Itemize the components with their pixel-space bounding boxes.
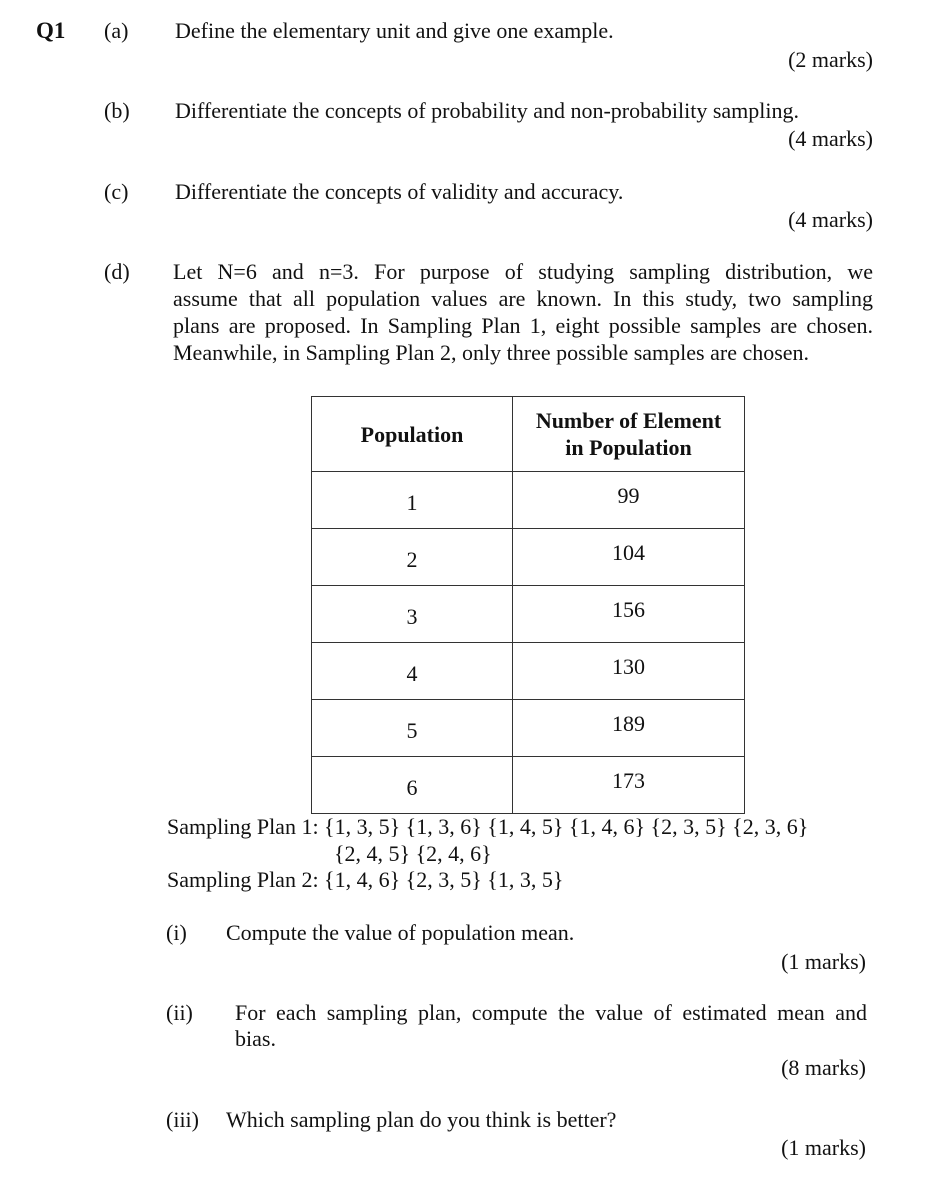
population-cell: 5 — [312, 700, 513, 757]
subpart-ii-line-1: For each sampling plan, compute the value of estimated mean and — [235, 1000, 867, 1025]
part-b-marks: (4 marks) — [788, 126, 873, 151]
count-cell: 99 — [513, 472, 745, 529]
header-population: Population — [312, 397, 513, 472]
part-d-line-2: assume that all population values are known. In this study, two sampling — [173, 286, 873, 311]
table-row — [312, 586, 745, 643]
table-row — [312, 529, 745, 586]
part-d-line-1: Let N=6 and n=3. For purpose of studying sampling distribution, we — [173, 259, 873, 284]
part-d-line-4: Meanwhile, in Sampling Plan 2, only three possible samples are chosen. — [173, 340, 810, 365]
table-header-row — [312, 397, 745, 472]
subpart-ii-marks: (8 marks) — [781, 1055, 866, 1080]
part-a-text: Define the elementary unit and give one example. — [175, 18, 614, 43]
subpart-iii-label: (iii) — [166, 1107, 199, 1132]
population-cell: 6 — [312, 757, 513, 814]
part-c-label: (c) — [104, 179, 129, 204]
header-count — [513, 397, 745, 472]
part-d-label: (d) — [104, 259, 130, 284]
count-cell: 173 — [513, 757, 745, 814]
table-row — [312, 700, 745, 757]
part-d-paragraph — [173, 258, 873, 366]
subpart-i-text: Compute the value of population mean. — [226, 920, 575, 945]
subpart-i-marks: (1 marks) — [781, 949, 866, 974]
subpart-i-label: (i) — [166, 920, 187, 945]
sampling-plan-1-line-2: {2, 4, 5} {2, 4, 6} — [334, 841, 492, 866]
population-cell: 1 — [312, 472, 513, 529]
sampling-plan-1-line-1: Sampling Plan 1: {1, 3, 5} {1, 3, 6} {1, 4, 5} {1, 4, 6} {2, 3, 5} {2, 3, 6} — [167, 814, 809, 839]
sampling-plan-2: Sampling Plan 2: {1, 4, 6} {2, 3, 5} {1, 3, 5} — [167, 867, 564, 892]
header-count-line-1: Number of Element — [535, 408, 722, 433]
part-b-text: Differentiate the concepts of probability and non-probability sampling. — [175, 98, 799, 123]
subpart-ii-label: (ii) — [166, 1000, 193, 1025]
table-row — [312, 757, 745, 814]
count-cell: 189 — [513, 700, 745, 757]
table-row — [312, 472, 745, 529]
table-row — [312, 643, 745, 700]
subpart-iii-marks: (1 marks) — [781, 1135, 866, 1160]
count-cell: 104 — [513, 529, 745, 586]
part-a-marks: (2 marks) — [788, 47, 873, 72]
question-number: Q1 — [36, 18, 66, 43]
count-cell: 130 — [513, 643, 745, 700]
part-c-marks: (4 marks) — [788, 207, 873, 232]
count-cell: 156 — [513, 586, 745, 643]
population-table — [311, 396, 745, 814]
part-d-line-3: plans are proposed. In Sampling Plan 1, eight possible samples are chosen. — [173, 313, 873, 338]
part-c-text: Differentiate the concepts of validity and accuracy. — [175, 179, 624, 204]
header-count-line-2: in Population — [565, 435, 692, 460]
population-cell: 4 — [312, 643, 513, 700]
population-cell: 2 — [312, 529, 513, 586]
part-a-label: (a) — [104, 18, 129, 43]
subpart-ii-line-2: bias. — [235, 1026, 276, 1051]
subpart-iii-text: Which sampling plan do you think is better? — [226, 1107, 617, 1132]
population-cell: 3 — [312, 586, 513, 643]
part-b-label: (b) — [104, 98, 130, 123]
